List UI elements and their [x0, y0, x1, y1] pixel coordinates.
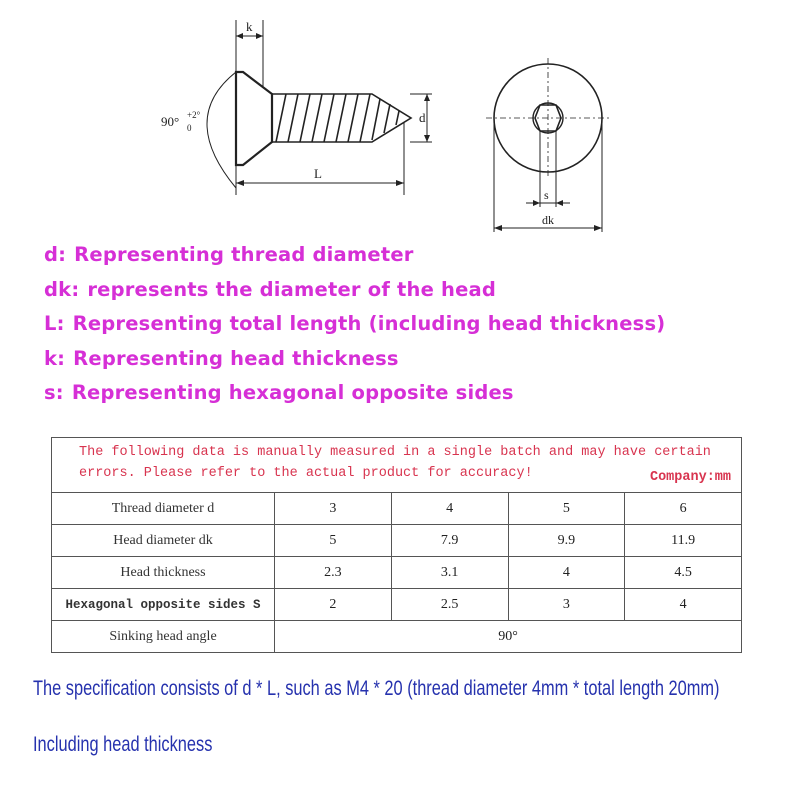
legend-item-s: s: Representing hexagonal opposite sides: [44, 381, 514, 404]
k-label: k: [246, 19, 253, 34]
note-row: [52, 438, 742, 493]
legend-item-d: d: Representing thread diameter: [44, 243, 414, 266]
table-row: Head thickness 2.3 3.1 4 4.5: [52, 557, 742, 589]
symbol-legend: [44, 240, 784, 413]
table-row: Thread diameter d 3 4 5 6: [52, 493, 742, 525]
d-label: d: [419, 110, 426, 125]
thread-lines: [276, 94, 399, 142]
spec-table: [51, 437, 742, 653]
dk-label: dk: [542, 213, 554, 227]
angle-tolerance-bottom: 0: [187, 123, 192, 133]
L-label: L: [314, 166, 322, 181]
screw-head: [236, 72, 272, 165]
head-thickness-note: Including head thickness: [33, 733, 213, 756]
legend-item-L: L: Representing total length (including head thickness): [44, 312, 666, 335]
measurement-note: The following data is manually measured in a single batch and may have certain errors. Please refer to the actual product for accuracy! Company:mm: [52, 438, 742, 493]
table-row: Hexagonal opposite sides S 2 2.5 3 4: [52, 589, 742, 621]
screw-technical-drawing: [0, 0, 800, 240]
legend-item-k: k: Representing head thickness: [44, 346, 399, 370]
angle-tolerance-top: +2°: [187, 110, 201, 120]
s-label: s: [544, 188, 549, 202]
angle-label: 90°: [161, 114, 180, 129]
unit-label: Company:mm: [649, 470, 731, 485]
table-row: Sinking head angle 90°: [52, 621, 742, 653]
table-row: Head diameter dk 5 7.9 9.9 11.9: [52, 525, 742, 557]
specification-note: The specification consists of d * L, such as M4 * 20 (thread diameter 4mm * total length 20mm): [33, 677, 720, 700]
angle-arc: [207, 72, 236, 188]
legend-item-dk: dk: represents the diameter of the head: [44, 277, 497, 301]
